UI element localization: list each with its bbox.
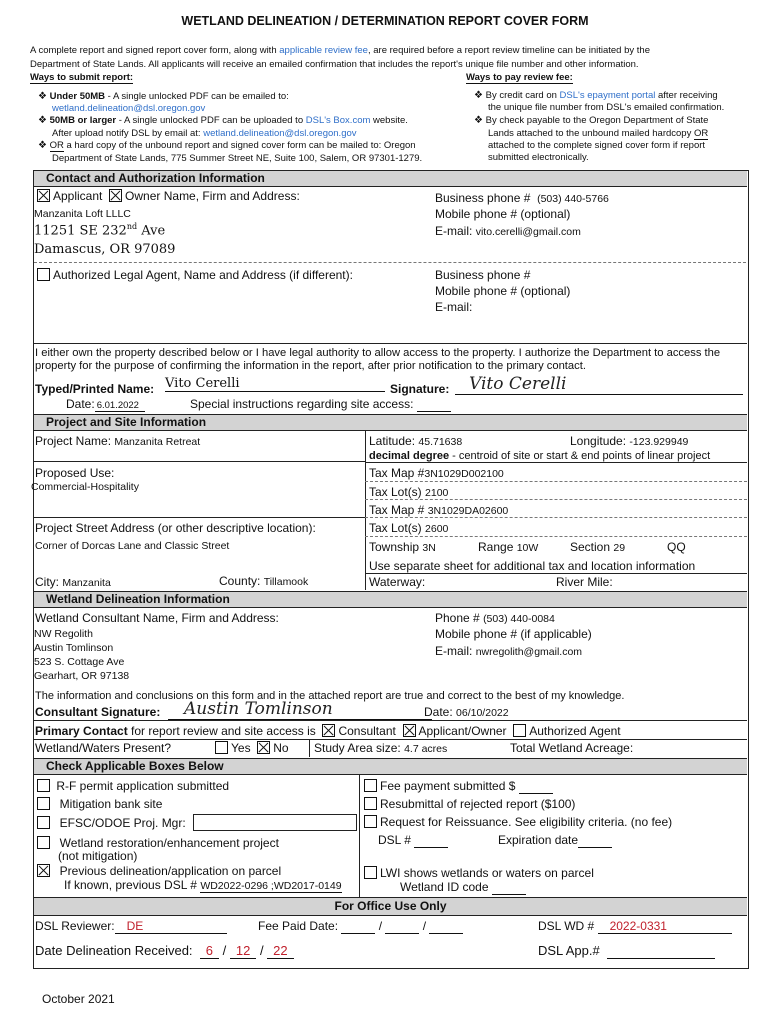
expiration-row: Expiration date [498, 833, 612, 848]
pay-bullet-1-line-2: the unique file number from DSL's emailed confirmation. [488, 102, 725, 113]
fee-paid-year[interactable] [429, 919, 463, 934]
divider [365, 517, 747, 518]
county-field[interactable]: Tillamook [263, 576, 309, 588]
consultant-date-field[interactable]: 06/10/2022 [456, 707, 509, 719]
primary-agent-checkbox[interactable] [513, 724, 526, 737]
proposed-use-label: Proposed Use: [35, 466, 115, 480]
primary-applicant-checkbox[interactable] [403, 724, 416, 737]
latitude-field[interactable]: 45.71638 [418, 436, 463, 448]
dsl-number-field[interactable] [414, 833, 448, 848]
received-day[interactable]: 12 [230, 943, 256, 959]
city-row: City: Manzanita [35, 575, 111, 589]
resubmittal-row: Resubmittal of rejected report ($100) [364, 797, 575, 811]
dsl-app-field[interactable] [607, 943, 715, 959]
check-boxes-header: Check Applicable Boxes Below [34, 758, 747, 775]
divider [365, 481, 747, 482]
diamond-bullet-icon: ❖ [38, 140, 47, 151]
project-name-row: Project Name: Manzanita Retreat [35, 434, 201, 448]
signature-label: Signature: [390, 382, 450, 396]
submit-bullet-1: ❖ Under 50MB - A single unlocked PDF can be emailed to: [38, 91, 289, 102]
fee-amount-field[interactable] [519, 779, 553, 794]
contact-section-header: Contact and Authorization Information [34, 170, 747, 187]
submit-bullet-2: ❖ 50MB or larger - A single unlocked PDF can be uploaded to DSL's Box.com website. [38, 115, 408, 126]
pay-bullet-1: ❖ By credit card on DSL's epayment portal after receiving [474, 90, 718, 101]
owner-address-2[interactable]: Damascus, OR 97089 [34, 242, 176, 257]
study-area-field[interactable]: 4.7 acres [404, 743, 448, 755]
reissuance-row: Request for Reissuance. See eligibility criteria. (no fee) [364, 815, 672, 829]
business-phone-field[interactable]: (503) 440-5766 [537, 193, 609, 205]
fee-paid-date-row: Fee Paid Date: / / [258, 919, 463, 934]
pay-bullet-2-line-2: Lands attached to the unbound mailed hardcopy OR [488, 128, 709, 139]
diamond-bullet-icon: ❖ [474, 90, 483, 101]
project-name-field[interactable]: Manzanita Retreat [114, 436, 201, 448]
street-address-field[interactable]: Corner of Dorcas Lane and Classic Street [35, 540, 230, 552]
applicant-checkbox-row: Applicant Owner Name, Firm and Address: [37, 189, 300, 203]
reviewer-row: DSL Reviewer: DE [35, 919, 227, 934]
waters-present-label: Wetland/Waters Present? [35, 741, 172, 755]
tax-lot-1-row: Tax Lot(s) 2100 [369, 485, 449, 499]
vertical-divider [365, 430, 366, 590]
consultant-label: Wetland Consultant Name, Firm and Address: [35, 611, 279, 625]
qq-label: QQ [667, 540, 686, 554]
divider [365, 536, 747, 537]
tax-lot-1-field[interactable]: 2100 [425, 487, 449, 499]
owner-signature[interactable]: Vito Cerelli [455, 374, 743, 395]
tax-map-1-field[interactable]: 3N1029D002100 [424, 468, 504, 480]
consultant-email-field[interactable]: nwregolith@gmail.com [475, 646, 583, 658]
divider [34, 720, 747, 721]
divider [365, 462, 747, 463]
dsl-wd-field[interactable]: 2022-0331 [598, 919, 732, 934]
special-instructions-field[interactable] [417, 397, 451, 412]
pay-bullet-2-line-4: submitted electronically. [488, 152, 589, 163]
pay-bullet-2-line-3: attached to the complete signed cover form if report [488, 140, 706, 151]
wetland-section-header: Wetland Delineation Information [34, 591, 747, 608]
waters-present-options: Yes No [215, 741, 289, 755]
mitigation-row: Mitigation bank site [37, 797, 162, 811]
diamond-bullet-icon: ❖ [38, 91, 47, 102]
tax-map-2-field[interactable]: 3N1029DA02600 [427, 505, 509, 517]
consultant-signature-label: Consultant Signature: [35, 705, 161, 719]
city-field[interactable]: Manzanita [62, 577, 111, 589]
latitude-row: Latitude: 45.71638 [369, 434, 463, 448]
divider [34, 461, 365, 462]
authorization-text-1: I either own the property described below or I have legal authority to allow access to the property. I authorize the Department to access the [35, 347, 721, 359]
dsl-app-row: DSL App.# [538, 943, 715, 959]
divider [34, 517, 365, 518]
footer-date: October 2021 [42, 992, 115, 1006]
expiration-field[interactable] [578, 833, 612, 848]
longitude-field[interactable]: -123.929949 [629, 436, 689, 448]
agent-row: Authorized Legal Agent, Name and Address (if different): [37, 268, 353, 282]
range-row: Range 10W [478, 540, 539, 554]
consultant-mobile-label: Mobile phone # (if applicable) [435, 627, 592, 641]
vertical-divider [309, 739, 310, 757]
agent-business-phone-label: Business phone # [435, 268, 531, 282]
consultant-date-row: Date: 06/10/2022 [424, 705, 509, 719]
date-row: Date: 6.01.2022 [66, 397, 145, 411]
consultant-name[interactable]: Austin Tomlinson [34, 642, 114, 654]
wetland-id-row: Wetland ID code [400, 880, 526, 895]
waters-yes-checkbox[interactable] [215, 741, 228, 754]
divider [34, 739, 747, 740]
tax-lot-2-row: Tax Lot(s) 2600 [369, 521, 449, 535]
review-fee-link[interactable]: applicable review fee [279, 45, 368, 56]
tax-map-2-row: Tax Map # 3N1029DA02600 [369, 503, 509, 517]
intro-line-1: A complete report and signed report cover form, along with applicable review fee, are required before a report review timeline can be initiated by the [30, 45, 650, 56]
diamond-bullet-icon: ❖ [474, 115, 483, 126]
divider [365, 499, 747, 500]
owner-checkbox[interactable] [109, 189, 122, 202]
project-section-header: Project and Site Information [34, 414, 747, 431]
applicant-checkbox[interactable] [37, 189, 50, 202]
wetland-id-field[interactable] [492, 880, 526, 895]
certification-text: The information and conclusions on this form and in the attached report are true and correct to the best of my knowledge. [35, 690, 625, 702]
proposed-use-field[interactable]: Commercial-Hospitality [31, 481, 139, 493]
agent-checkbox[interactable] [37, 268, 50, 281]
range-field[interactable]: 10W [516, 542, 539, 554]
divider [365, 573, 747, 574]
box-link[interactable]: DSL's Box.com [305, 115, 371, 126]
vertical-divider [359, 774, 360, 897]
primary-contact-row: Primary Contact for report review and site access is Consultant Applicant/Owner Authorized Agent [35, 724, 621, 738]
submit-bullet-3: ❖ OR a hard copy of the unbound report and signed cover form can be mailed to: Oregon [38, 140, 416, 151]
tax-map-1-row: Tax Map #3N1029D002100 [369, 466, 504, 480]
email-field[interactable]: vito.cerelli@gmail.com [475, 226, 581, 238]
previous-dsl-row: If known, previous DSL # WD2022-0296 ;WD2017-0149 [64, 878, 342, 892]
pay-bullet-2: ❖ By check payable to the Oregon Department of State [474, 115, 709, 126]
submit-heading: Ways to submit report: [30, 72, 134, 83]
rf-permit-row: R-F permit application submitted [37, 779, 229, 793]
consultant-phone-row: Phone # (503) 440-0084 [435, 611, 555, 625]
special-instructions: Special instructions regarding site access: [190, 397, 451, 412]
business-phone-row: Business phone # (503) 440-5766 [435, 191, 609, 205]
agent-email-label: E-mail: [435, 300, 473, 314]
lwi-row: LWI shows wetlands or waters on parcel [364, 866, 594, 880]
owner-name[interactable]: Manzanita Loft LLLC [34, 208, 131, 220]
primary-consultant-checkbox[interactable] [322, 724, 335, 737]
reissuance-checkbox[interactable] [364, 815, 377, 828]
efsc-manager-input[interactable] [193, 814, 357, 831]
email-link-2[interactable]: wetland.delineation@dsl.oregon.gov [203, 128, 357, 139]
office-use-header: For Office Use Only [34, 897, 747, 916]
dsl-number-row: DSL # [378, 833, 448, 848]
diamond-bullet-icon: ❖ [38, 115, 47, 126]
email-link-1[interactable]: wetland.delineation@dsl.oregon.gov [52, 103, 206, 114]
email-row: E-mail: vito.cerelli@gmail.com [435, 224, 581, 238]
fee-row: Fee payment submitted $ [364, 779, 553, 794]
reviewer-field[interactable]: DE [115, 919, 227, 934]
previous-row: Previous delineation/application on parcel [37, 864, 281, 878]
separate-sheet-note: Use separate sheet for additional tax and location information [369, 559, 696, 573]
rf-permit-checkbox[interactable] [37, 779, 50, 792]
submit-bullet-3-line-2: Department of State Lands, 775 Summer Street NE, Suite 100, Salem, OR 97301-1279. [52, 153, 423, 164]
decimal-degree-note: decimal degree - centroid of site or start & end points of linear project [369, 450, 711, 462]
efsc-checkbox[interactable] [37, 816, 50, 829]
township-field[interactable]: 3N [422, 542, 436, 554]
total-acreage-label: Total Wetland Acreage: [510, 741, 634, 755]
restoration-note: (not mitigation) [58, 849, 138, 863]
section-field[interactable]: 29 [613, 542, 626, 554]
dsl-wd-row: DSL WD # 2022-0331 [538, 919, 732, 934]
agent-mobile-label: Mobile phone # (optional) [435, 284, 571, 298]
typed-name-field[interactable]: Vito Cerelli [165, 376, 385, 392]
waters-no-checkbox[interactable] [257, 741, 270, 754]
study-area-row: Study Area size: 4.7 acres [314, 741, 448, 755]
mitigation-checkbox[interactable] [37, 797, 50, 810]
fee-paid-month[interactable] [341, 919, 375, 934]
waterway-label: Waterway: [369, 575, 426, 589]
divider [34, 262, 746, 263]
typed-name-label: Typed/Printed Name: [35, 382, 155, 396]
previous-dsl-field[interactable]: WD2022-0296 ;WD2017-0149 [200, 880, 342, 892]
divider [34, 343, 747, 344]
lwi-checkbox[interactable] [364, 866, 377, 879]
authorization-text-2: property for the purpose of confirming the information in the report, after prior notification to the primary contact. [35, 360, 586, 372]
owner-date-field[interactable]: 6.01.2022 [95, 400, 145, 412]
fee-checkbox[interactable] [364, 779, 377, 792]
previous-delineation-checkbox[interactable] [37, 864, 50, 877]
epayment-link[interactable]: DSL's epayment portal [559, 90, 656, 101]
street-address-label: Project Street Address (or other descriptive location): [35, 521, 316, 535]
received-row: Date Delineation Received: 6 / 12 / 22 [35, 943, 294, 958]
consultant-email-row: E-mail: nwregolith@gmail.com [435, 644, 583, 658]
intro-line-2: Department of State Lands. All applicants will receive an emailed confirmation that includes the report's unique file number and other information. [30, 59, 639, 70]
consultant-phone-field[interactable]: (503) 440-0084 [483, 613, 555, 625]
owner-address-1[interactable]: 11251 SE 232nd Ave [34, 222, 166, 239]
consultant-signature[interactable]: Austin Tomlinson [168, 699, 432, 720]
page-title: WETLAND DELINEATION / DETERMINATION REPORT COVER FORM [181, 14, 589, 28]
received-year[interactable]: 22 [267, 943, 293, 959]
consultant-address-2[interactable]: Gearhart, OR 97138 [34, 670, 130, 682]
resubmittal-checkbox[interactable] [364, 797, 377, 810]
fee-paid-day[interactable] [385, 919, 419, 934]
river-mile-label: River Mile: [556, 575, 613, 589]
longitude-row: Longitude: -123.929949 [570, 434, 689, 448]
consultant-address-1[interactable]: 523 S. Cottage Ave [34, 656, 125, 668]
consultant-firm[interactable]: NW Regolith [34, 628, 93, 640]
submit-bullet-2-line-2: After upload notify DSL by email at: wetland.delineation@dsl.oregon.gov [52, 128, 357, 139]
section-row: Section 29 [570, 540, 626, 554]
township-row: Township 3N [369, 540, 436, 554]
received-month[interactable]: 6 [200, 943, 219, 959]
county-row: County: Tillamook [219, 574, 309, 588]
mobile-phone-label: Mobile phone # (optional) [435, 207, 571, 221]
tax-lot-2-field[interactable]: 2600 [425, 523, 449, 535]
pay-heading: Ways to pay review fee: [466, 72, 573, 83]
restoration-checkbox[interactable] [37, 836, 50, 849]
efsc-row: EFSC/ODOE Proj. Mgr: [37, 816, 186, 830]
restoration-row: Wetland restoration/enhancement project [37, 836, 279, 850]
